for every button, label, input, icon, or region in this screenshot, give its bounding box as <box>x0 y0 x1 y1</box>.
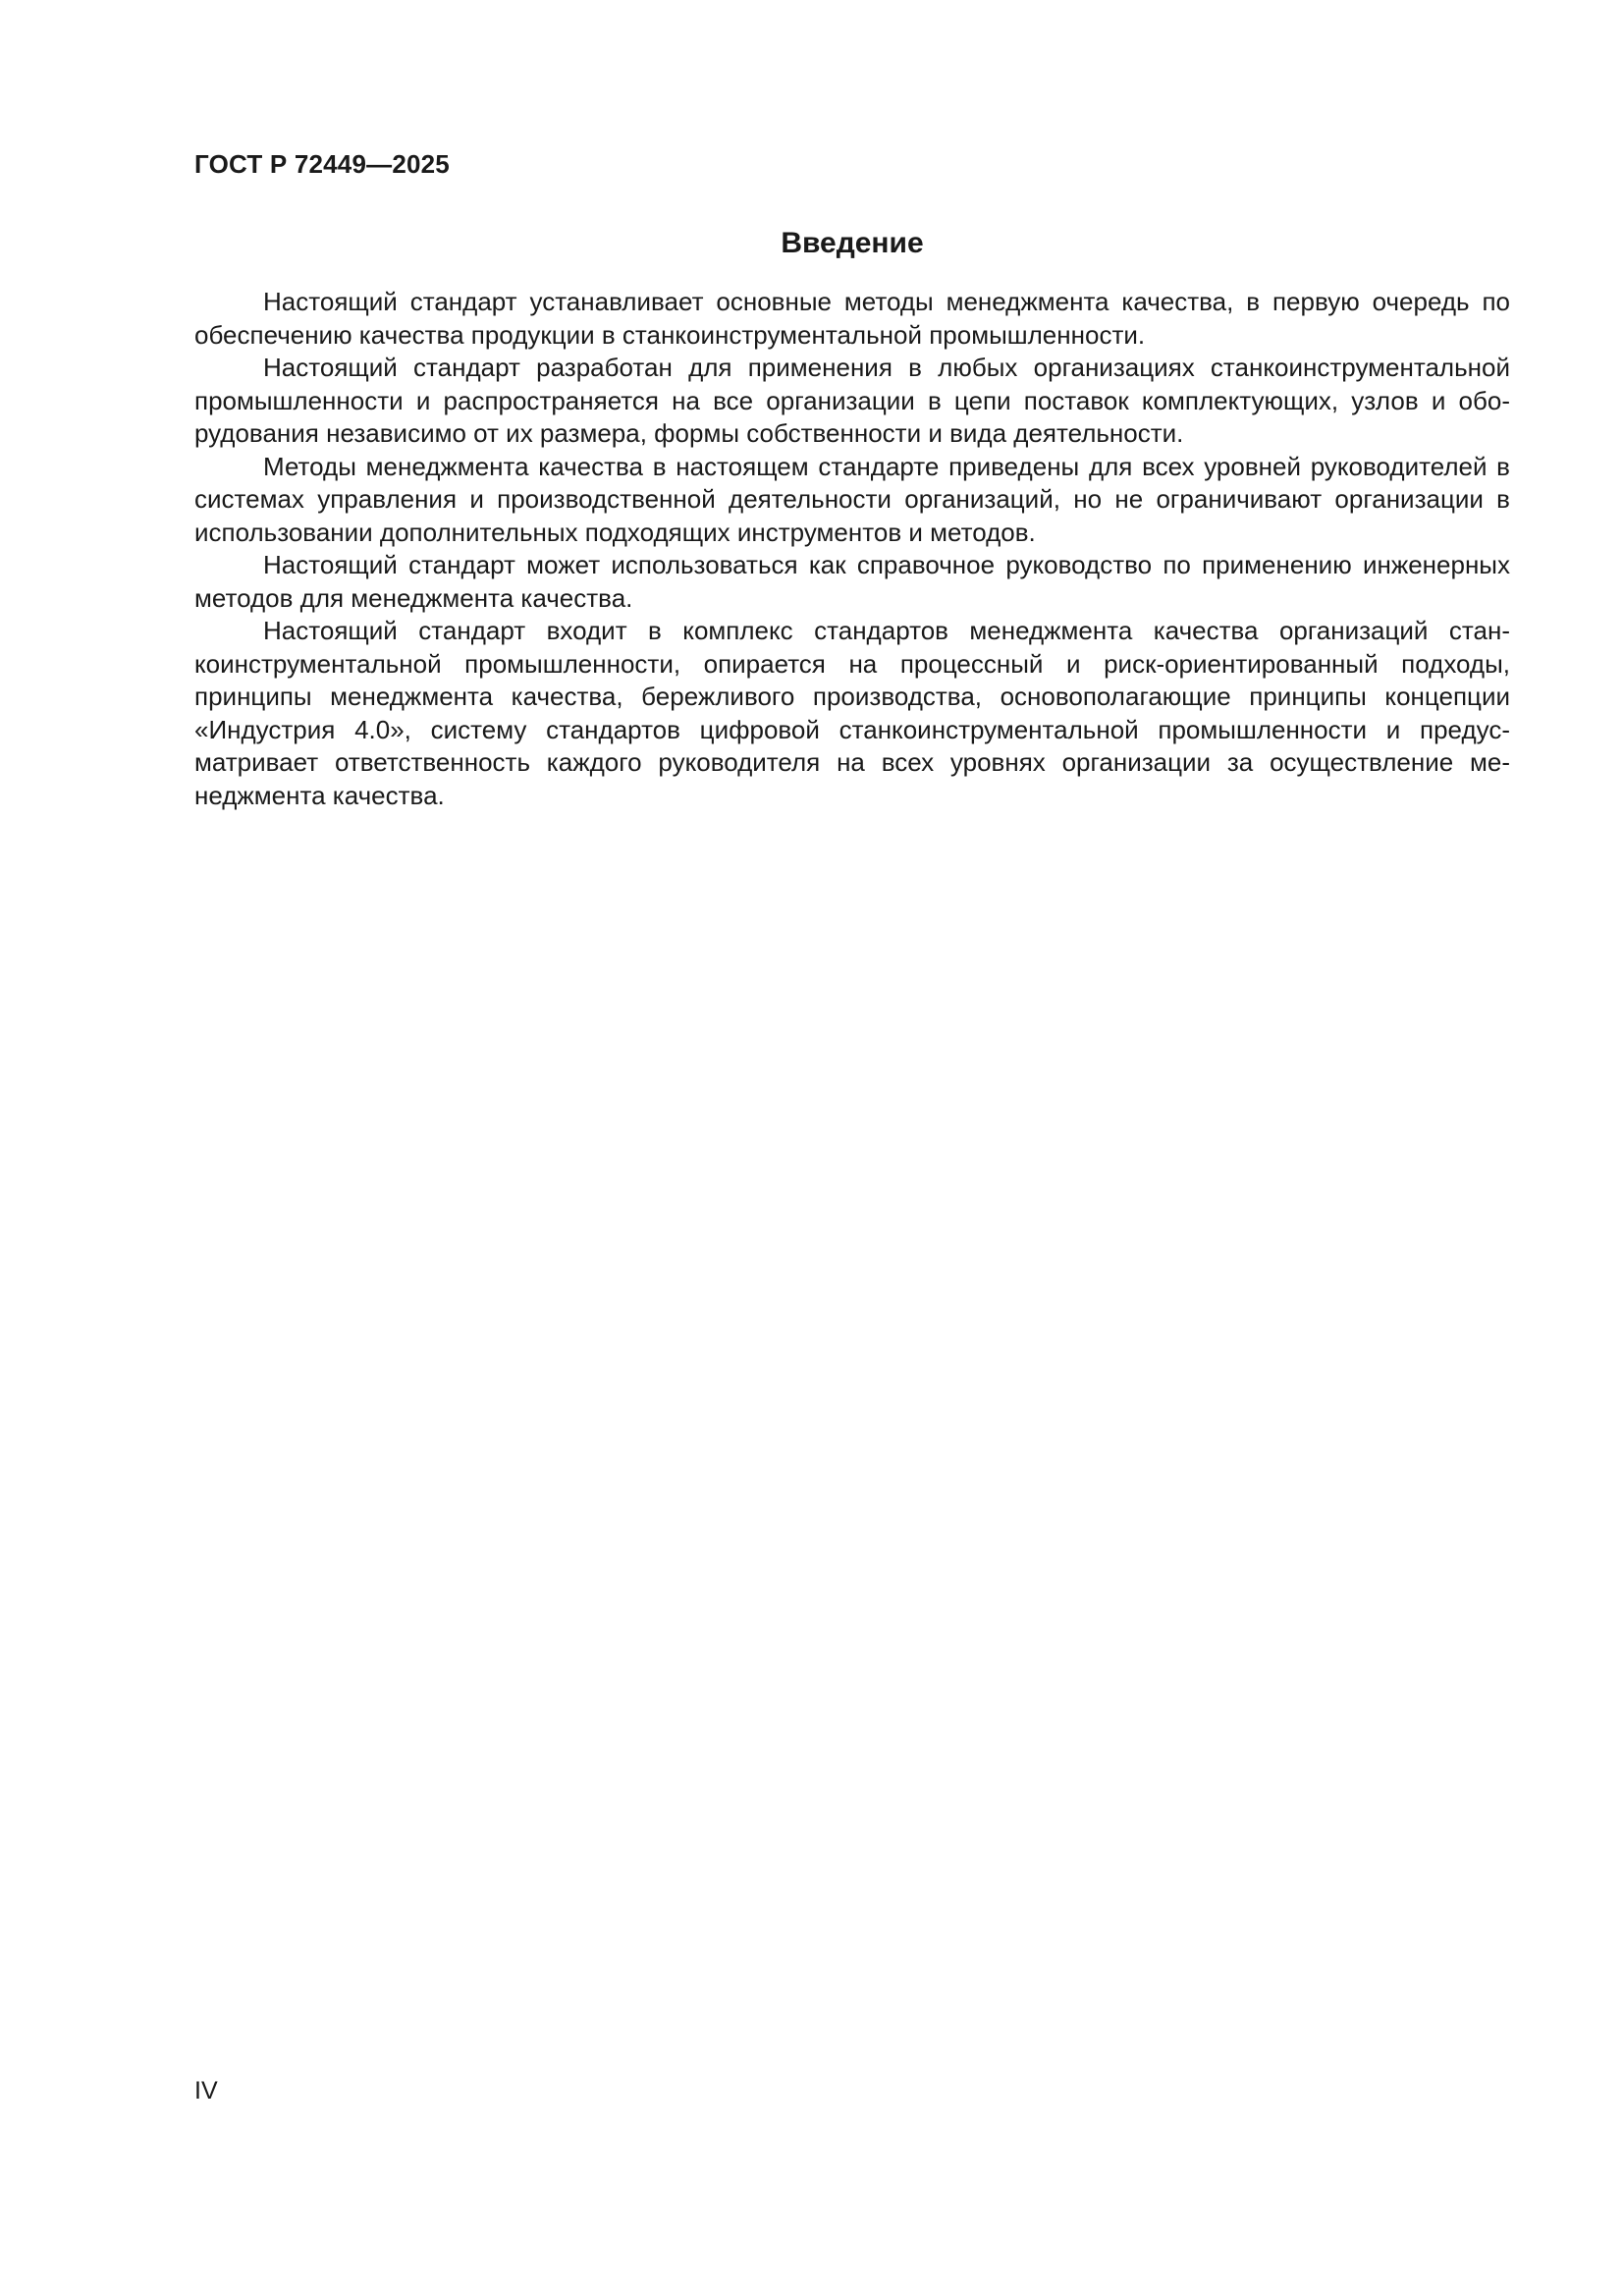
document-code: ГОСТ Р 72449—2025 <box>194 149 450 179</box>
paragraph-1: Настоящий стандарт устанавливает основные методы менеджмента качества, в первую очередь по обеспечению качества продукции в станкоинструментальной промышленности. <box>194 287 1510 350</box>
paragraph-4: Настоящий стандарт может использоваться как справочное руководство по применению инженерных методов для менеджмента качества. <box>194 550 1510 613</box>
section-title: Введение <box>781 227 924 259</box>
paragraph-2: Настоящий стандарт разработан для применения в любых организациях станкоинструментальной промышленности и распространяется на все организации в цепи поставок комплектующих, узлов и оборудования независимо от их размера, формы собственности и вида деятельности. <box>194 353 1510 448</box>
paragraph-5: Настоящий стандарт входит в комплекс стандартов менеджмента качества организаций станкоинструментальной промышленности, опирается на процессный и риск-ориентированный подходы, принципы менеджмента качества, бережливого производства, основополагающие принципы концепции «Индустрия 4.0», систему стандартов цифровой станкоинструментальной промышленности и предусматривает ответственность каждого руководителя на всех уровнях организации за осуществление менеджмента качества. <box>194 616 1510 810</box>
introduction-body <box>194 286 1510 812</box>
page-number: IV <box>194 2077 218 2105</box>
paragraph-3: Методы менеджмента качества в настоящем стандарте приведены для всех уровней руководителей в системах управления и производственной деятельности организаций, но не ограничивают организации в использовании дополнительных подходящих инструментов и методов. <box>194 451 1510 547</box>
